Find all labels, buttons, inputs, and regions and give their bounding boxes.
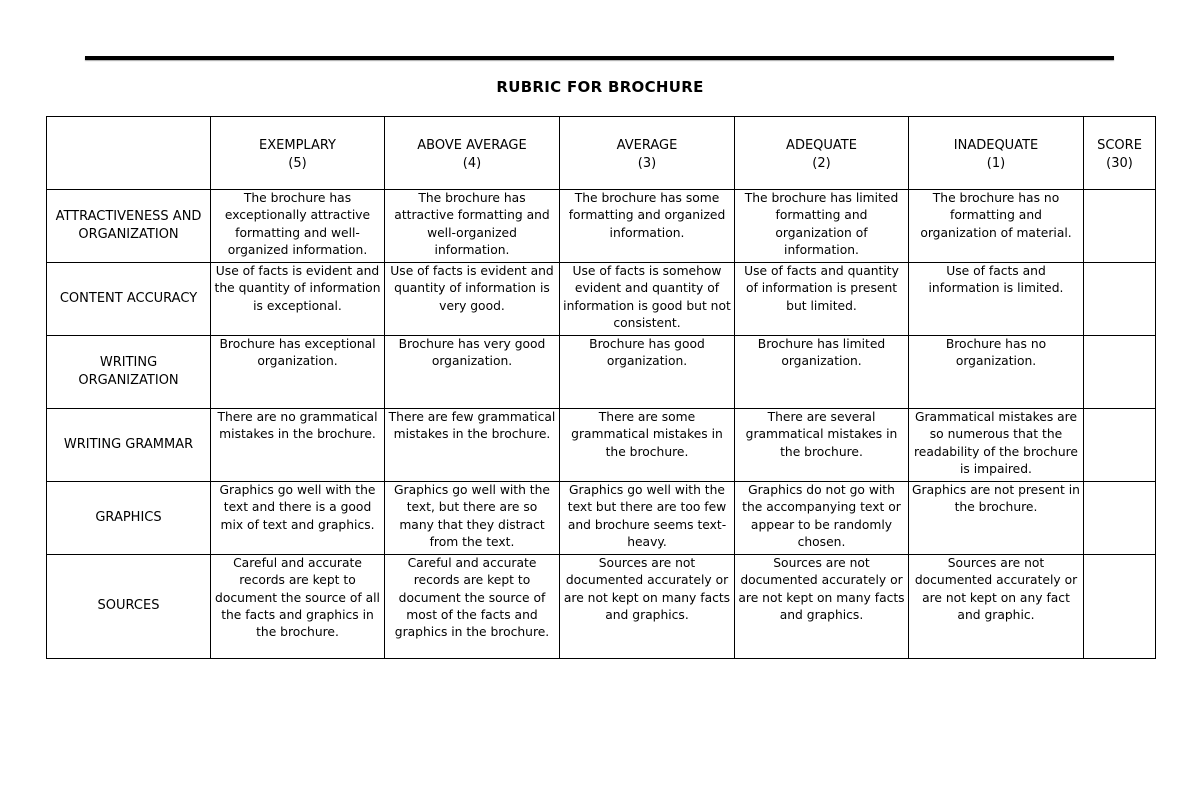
row-sources — [47, 555, 1156, 659]
rubric-cell: The brochure has attractive formatting and well-organized information. — [385, 190, 560, 263]
rubric-cell: Graphics are not present in the brochure. — [909, 482, 1084, 555]
rubric-cell: There are several grammatical mistakes in the brochure. — [735, 409, 909, 482]
header-blank-cell — [47, 117, 211, 190]
row-writing-grammar — [47, 409, 1156, 482]
rubric-cell: Use of facts is evident and quantity of information is very good. — [385, 263, 560, 336]
score-cell — [1084, 336, 1156, 409]
header-adequate — [735, 117, 909, 190]
criterion-cell: WRITING ORGANIZATION — [47, 336, 211, 409]
rubric-cell: The brochure has no formatting and organization of material. — [909, 190, 1084, 263]
column-label: ADEQUATE — [786, 138, 857, 153]
rubric-cell: Sources are not documented accurately or are not kept on many facts and graphics. — [735, 555, 909, 659]
criterion-cell: GRAPHICS — [47, 482, 211, 555]
score-cell — [1084, 263, 1156, 336]
rubric-cell: Use of facts is evident and the quantity of information is exceptional. — [211, 263, 385, 336]
rubric-cell: Graphics go well with the text, but there are so many that they distract from the text. — [385, 482, 560, 555]
column-label: SCORE — [1097, 138, 1142, 153]
column-points: (2) — [812, 156, 831, 171]
rubric-cell: Use of facts and information is limited. — [909, 263, 1084, 336]
criterion-cell: WRITING GRAMMAR — [47, 409, 211, 482]
rubric-cell: There are some grammatical mistakes in the brochure. — [560, 409, 735, 482]
header-row — [47, 117, 1156, 190]
column-label: ABOVE AVERAGE — [417, 138, 527, 153]
header-average — [560, 117, 735, 190]
rubric-cell: Graphics go well with the text but there are too few and brochure seems text-heavy. — [560, 482, 735, 555]
rubric-cell: Grammatical mistakes are so numerous that the readability of the brochure is impaired. — [909, 409, 1084, 482]
rubric-cell: Careful and accurate records are kept to document the source of most of the facts and graphics in the brochure. — [385, 555, 560, 659]
row-content-accuracy — [47, 263, 1156, 336]
rubric-cell: Brochure has very good organization. — [385, 336, 560, 409]
rubric-cell: Brochure has exceptional organization. — [211, 336, 385, 409]
rubric-cell: There are no grammatical mistakes in the brochure. — [211, 409, 385, 482]
rubric-cell: The brochure has some formatting and organized information. — [560, 190, 735, 263]
rubric-cell: Use of facts is somehow evident and quantity of information is good but not consistent. — [560, 263, 735, 336]
rubric-cell: Careful and accurate records are kept to document the source of all the facts and graphics in the brochure. — [211, 555, 385, 659]
criterion-cell: ATTRACTIVENESS AND ORGANIZATION — [47, 190, 211, 263]
row-graphics — [47, 482, 1156, 555]
rubric-cell: Brochure has limited organization. — [735, 336, 909, 409]
rubric-cell: Use of facts and quantity of information is present but limited. — [735, 263, 909, 336]
column-points: (4) — [462, 156, 482, 171]
row-writing-organization — [47, 336, 1156, 409]
rubric-cell: Brochure has no organization. — [909, 336, 1084, 409]
rubric-cell: Graphics go well with the text and there is a good mix of text and graphics. — [211, 482, 385, 555]
score-cell — [1084, 482, 1156, 555]
rubric-cell: Sources are not documented accurately or are not kept on many facts and graphics. — [560, 555, 735, 659]
page-title: RUBRIC FOR BROCHURE — [496, 78, 704, 96]
top-rule — [85, 56, 1114, 60]
column-label: AVERAGE — [616, 138, 678, 153]
rubric-cell: Sources are not documented accurately or are not kept on any fact and graphic. — [909, 555, 1084, 659]
header-score — [1084, 117, 1156, 190]
header-exemplary — [211, 117, 385, 190]
column-points: (30) — [1106, 156, 1133, 171]
header-above-average — [385, 117, 560, 190]
rubric-cell: There are few grammatical mistakes in the brochure. — [385, 409, 560, 482]
column-label: INADEQUATE — [953, 138, 1039, 153]
rubric-cell: Graphics do not go with the accompanying text or appear to be randomly chosen. — [735, 482, 909, 555]
score-cell — [1084, 409, 1156, 482]
header-inadequate — [909, 117, 1084, 190]
score-cell — [1084, 190, 1156, 263]
rubric-cell: Brochure has good organization. — [560, 336, 735, 409]
rubric-cell: The brochure has exceptionally attractive formatting and well-organized information. — [211, 190, 385, 263]
column-points: (5) — [288, 156, 307, 171]
column-points: (1) — [986, 156, 1006, 171]
criterion-cell: SOURCES — [47, 555, 211, 659]
criterion-cell: CONTENT ACCURACY — [47, 263, 211, 336]
column-label: EXEMPLARY — [259, 138, 336, 153]
row-attractiveness — [47, 190, 1156, 263]
rubric-cell: The brochure has limited formatting and organization of information. — [735, 190, 909, 263]
rubric-table — [46, 116, 1156, 659]
column-points: (3) — [637, 156, 657, 171]
score-cell — [1084, 555, 1156, 659]
